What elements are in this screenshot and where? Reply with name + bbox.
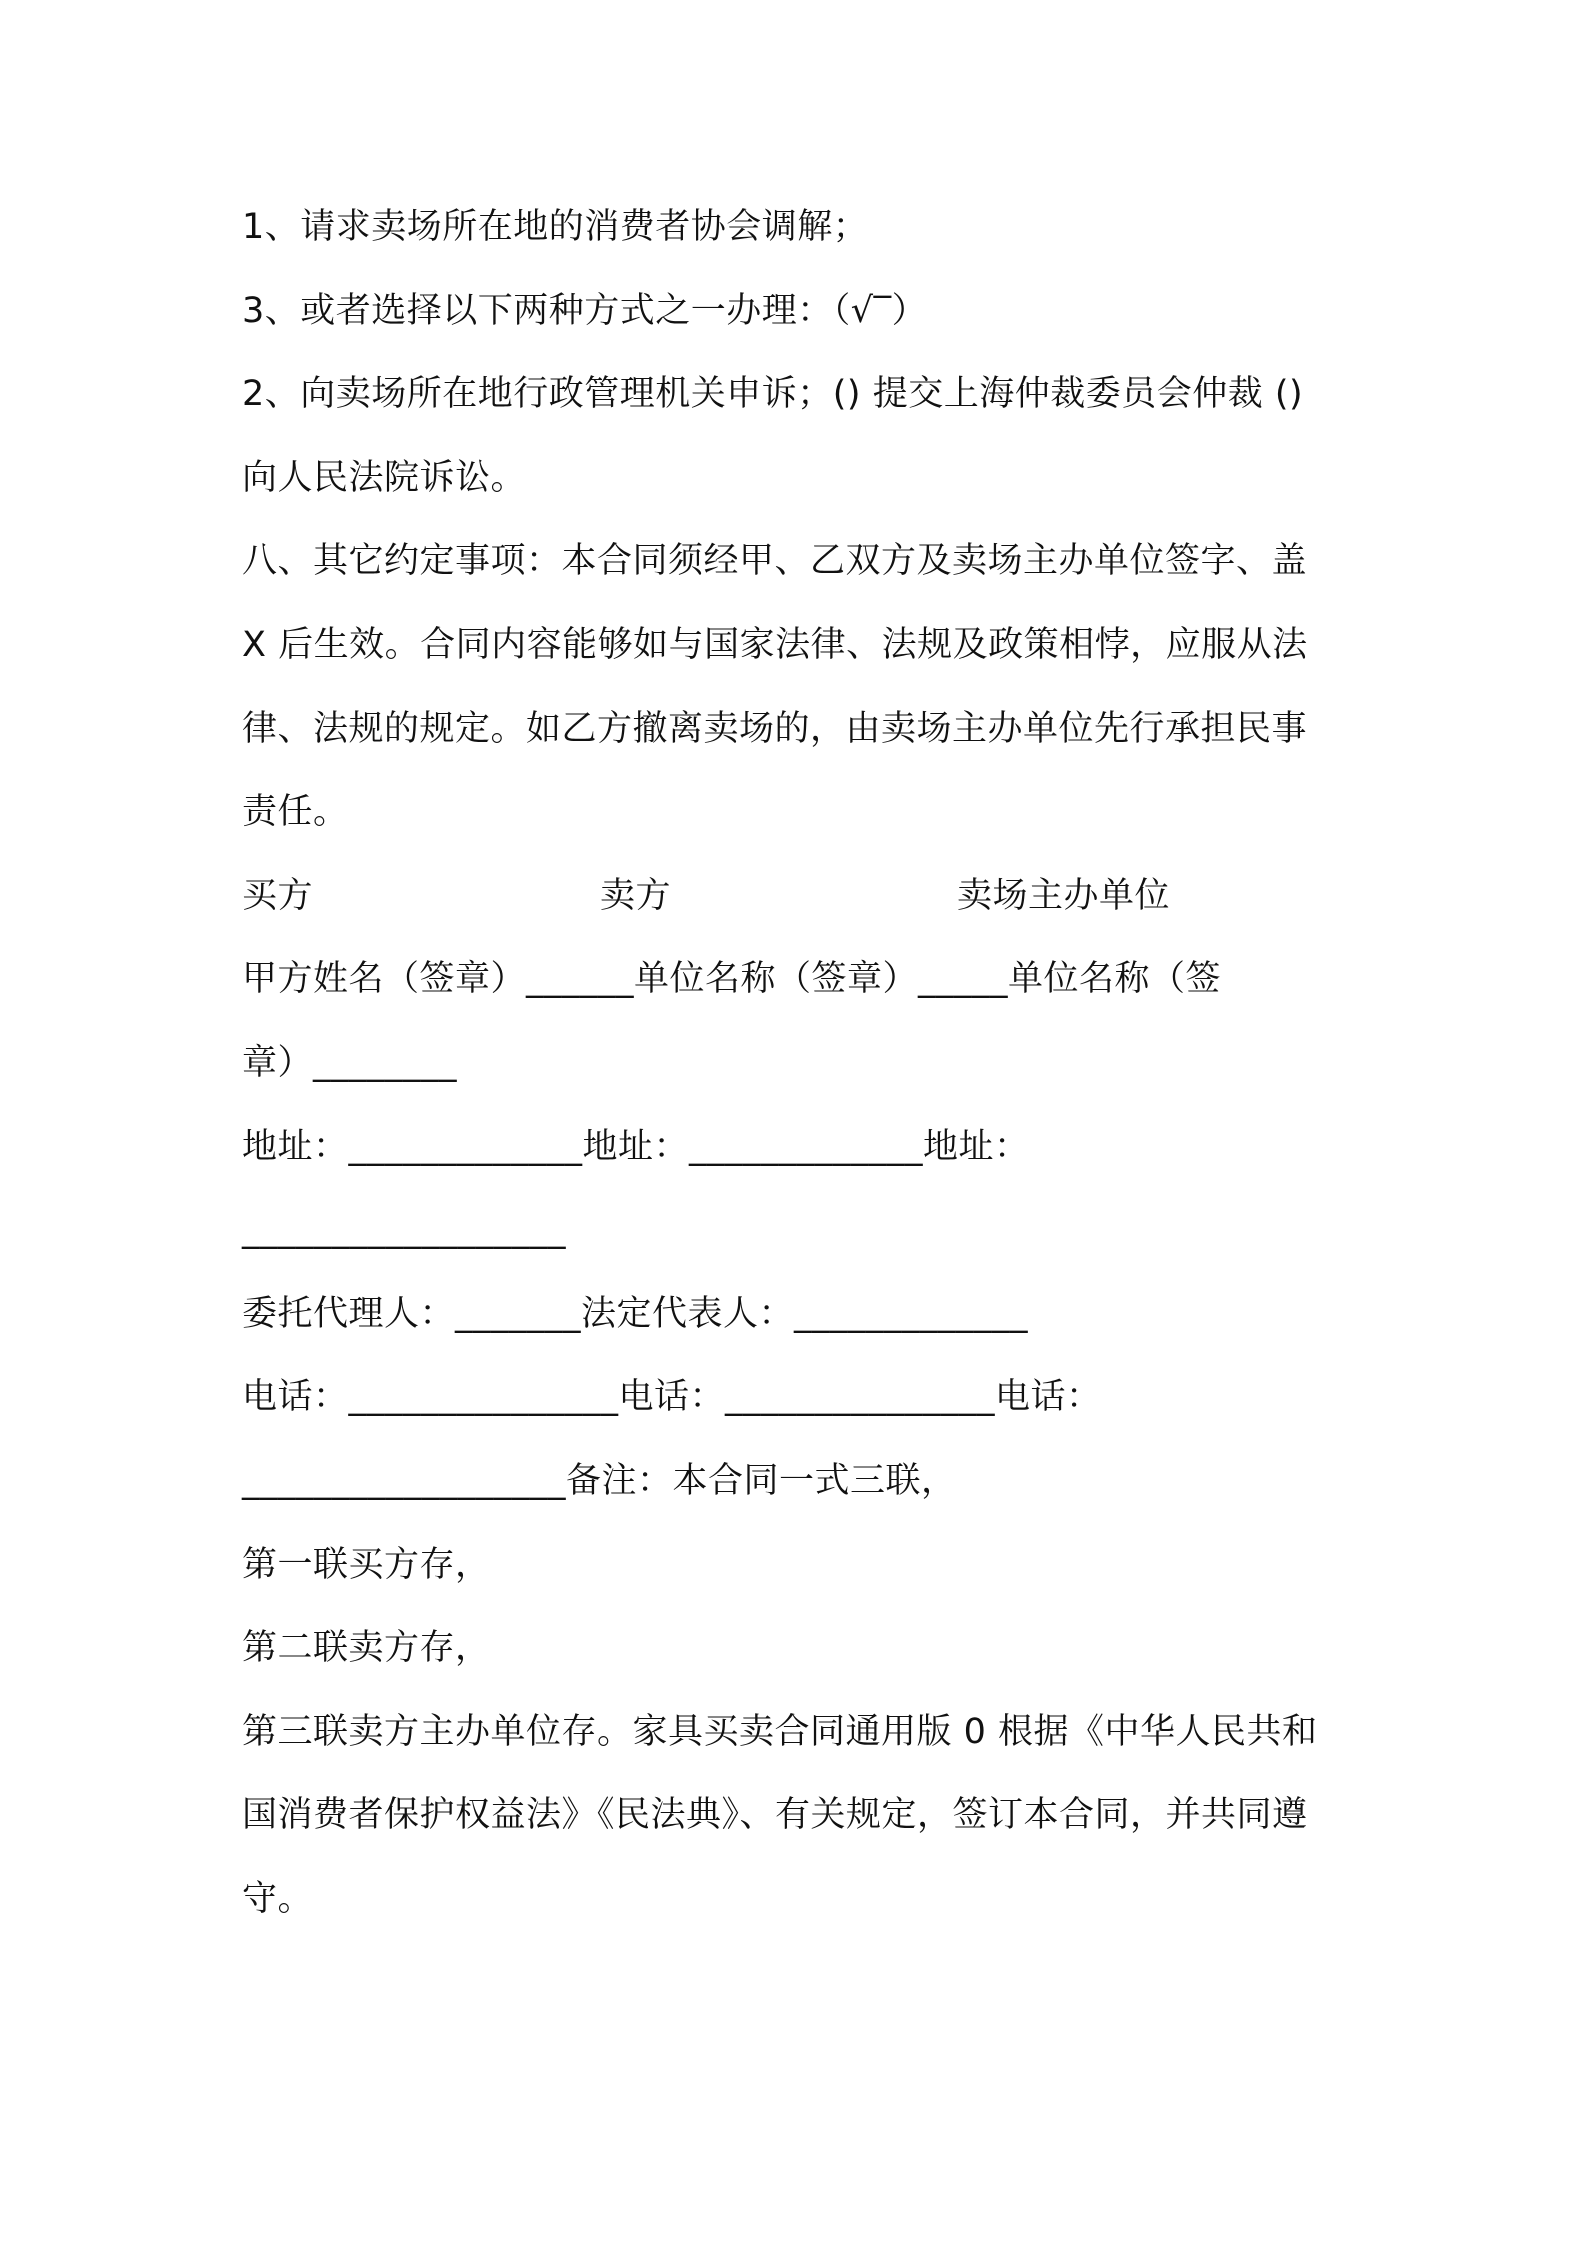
text-line: 国消费者保护权益法》《民法典》、有关规定，签订本合同，并共同遵 bbox=[242, 1795, 1308, 1836]
party-organizer: 卖场主办单位 bbox=[957, 875, 1171, 916]
text-line: 1、请求卖场所在地的消费者协会调解； bbox=[242, 207, 869, 247]
text-line: X 后生效。合同内容能够如与国家法律、法规及政策相悖，应服从法 bbox=[242, 624, 1308, 665]
text-line: 守。 bbox=[242, 1878, 314, 1919]
signature-line: 章）________ bbox=[242, 1042, 458, 1083]
party-headings bbox=[242, 855, 1362, 939]
text-line: 3、或者选择以下两种方式之一办理：（√‾） bbox=[242, 290, 928, 331]
text-line: 2、向卖场所在地行政管理机关申诉；() 提交上海仲裁委员会仲裁 () bbox=[242, 374, 1304, 415]
signature-line: 甲方姓名（签章）______单位名称（签章）_____单位名称（签 bbox=[242, 959, 1222, 1000]
text-line: 八、其它约定事项：本合同须经甲、乙双方及卖场主办单位签字、盖 bbox=[242, 541, 1308, 582]
text-line: 向人民法院诉讼。 bbox=[242, 457, 527, 498]
copy-line: 第三联卖方主办单位存。家具买卖合同通用版 0 根据《中华人民共和 bbox=[242, 1711, 1318, 1752]
address-blank: __________________ bbox=[242, 1210, 566, 1251]
copy-line: 第一联买方存， bbox=[242, 1544, 491, 1585]
text-line: 律、法规的规定。如乙方撤离卖场的，由卖场主办单位先行承担民事 bbox=[242, 708, 1308, 749]
phone-line: 电话：_______________电话：_______________电话： bbox=[242, 1377, 1102, 1418]
party-seller: 卖方 bbox=[600, 875, 672, 916]
address-line: 地址：_____________地址：_____________地址： bbox=[242, 1126, 1030, 1167]
party-buyer: 买方 bbox=[242, 875, 314, 916]
copy-line: 第二联卖方存， bbox=[242, 1628, 491, 1669]
text-line: 责任。 bbox=[242, 792, 349, 833]
remark-line: __________________备注：本合同一式三联， bbox=[242, 1460, 957, 1501]
agent-line: 委托代理人：_______法定代表人：_____________ bbox=[242, 1293, 1029, 1334]
document-page bbox=[242, 186, 1362, 1941]
